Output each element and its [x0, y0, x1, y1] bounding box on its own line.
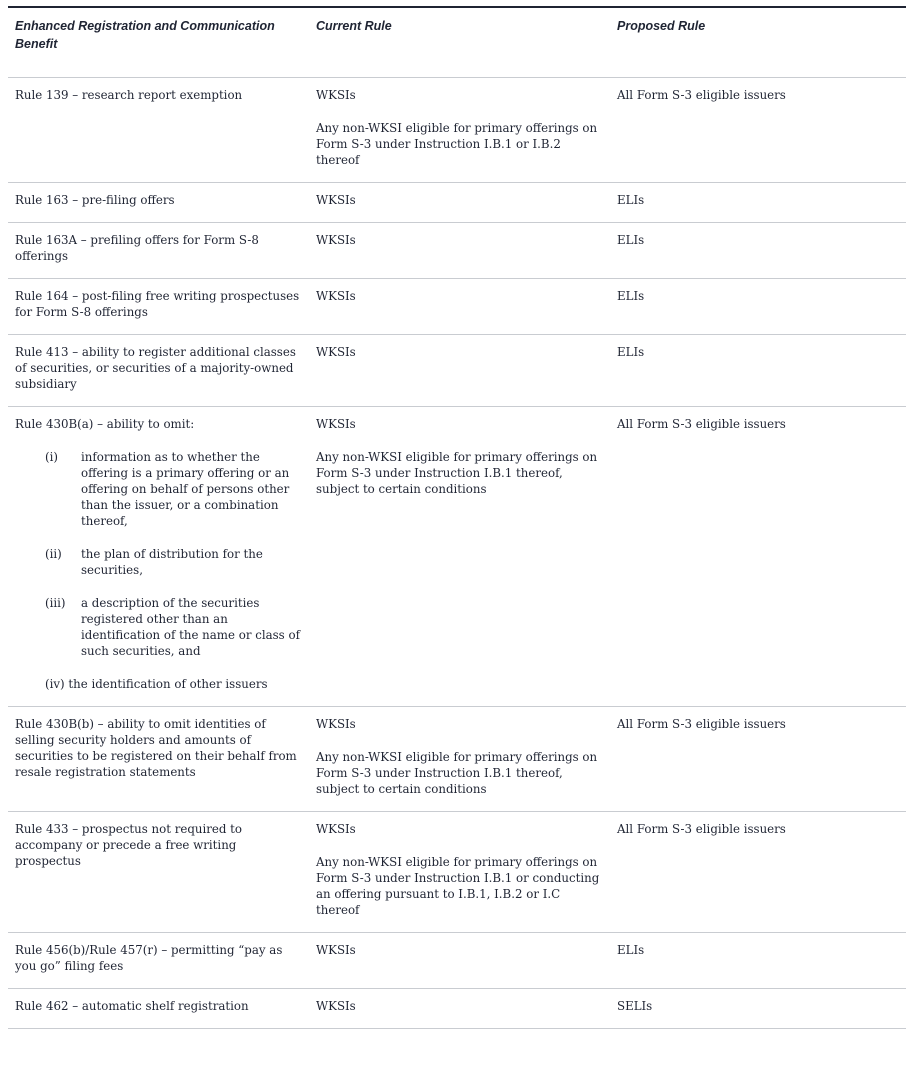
- proposed-rule-cell: [610, 407, 906, 707]
- proposed-rule-cell: [610, 989, 906, 1029]
- proposed-rule-cell: [610, 78, 906, 183]
- proposed-rule-text: ELIs: [617, 943, 645, 957]
- benefit-cell: [8, 812, 309, 933]
- table-row: [8, 183, 906, 223]
- sub-item-number: (iii): [45, 596, 66, 610]
- current-rule-text: WKSIs: [316, 289, 356, 303]
- proposed-rule-text: All Form S-3 eligible issuers: [617, 417, 786, 431]
- proposed-rule-text: ELIs: [617, 345, 645, 359]
- benefit-text: Rule 433 – prospectus not required to accompany or precede a free writing prospectus: [15, 822, 243, 868]
- current-rule-cell: [309, 989, 610, 1029]
- current-rule-cell: [309, 78, 610, 183]
- current-rule-text: WKSIs: [316, 233, 356, 247]
- sub-list-item: [45, 546, 301, 578]
- sub-list-item: [45, 449, 301, 529]
- table-row: [8, 812, 906, 933]
- table-header: [8, 7, 906, 78]
- benefit-cell: [8, 279, 309, 335]
- benefit-text: Rule 163A – prefiling offers for Form S-8 offerings: [15, 233, 259, 263]
- sub-list-item: [45, 595, 301, 659]
- current-rule-cell: [309, 812, 610, 933]
- current-rule-text: WKSIs: [316, 999, 356, 1013]
- current-rule-cell: [309, 335, 610, 407]
- benefit-cell: [8, 223, 309, 279]
- table-body: [8, 78, 906, 1029]
- benefit-text: Rule 164 – post-filing free writing prospectuses for Form S-8 offerings: [15, 289, 300, 319]
- current-rule-text: WKSIs: [316, 717, 356, 731]
- sub-list-item: [45, 676, 301, 692]
- proposed-rule-cell: [610, 183, 906, 223]
- benefit-cell: [8, 707, 309, 812]
- header-benefit: Enhanced Registration and Communication Benefit: [15, 19, 275, 51]
- table-row: [8, 335, 906, 407]
- table-row: [8, 223, 906, 279]
- proposed-rule-cell: [610, 279, 906, 335]
- header-current-rule: Current Rule: [316, 19, 392, 33]
- current-rule-text: Any non-WKSI eligible for primary offerings on Form S-3 under Instruction I.B.1 or I.B.2 thereof: [316, 121, 598, 167]
- proposed-rule-text: All Form S-3 eligible issuers: [617, 88, 786, 102]
- current-rule-text: WKSIs: [316, 822, 356, 836]
- proposed-rule-cell: [610, 707, 906, 812]
- benefit-cell: [8, 78, 309, 183]
- benefit-cell: [8, 183, 309, 223]
- sub-item-text: the plan of distribution for the securities,: [81, 547, 263, 577]
- proposed-rule-cell: [610, 933, 906, 989]
- current-rule-text: WKSIs: [316, 345, 356, 359]
- rules-comparison-table: [8, 6, 906, 1029]
- sub-item-text: information as to whether the offering is a primary offering or an offering on behalf of persons other than the issuer, or a combination thereof,: [81, 450, 290, 528]
- table-row: [8, 407, 906, 707]
- current-rule-text: Any non-WKSI eligible for primary offerings on Form S-3 under Instruction I.B.1 thereof, subject to certain conditions: [316, 750, 598, 796]
- benefit-cell: [8, 407, 309, 707]
- current-rule-text: WKSIs: [316, 943, 356, 957]
- benefit-cell: [8, 335, 309, 407]
- current-rule-cell: [309, 279, 610, 335]
- proposed-rule-cell: [610, 812, 906, 933]
- proposed-rule-text: ELIs: [617, 193, 645, 207]
- sub-item-number: (ii): [45, 547, 62, 561]
- sub-item-number: (i): [45, 450, 58, 464]
- benefit-sub-list: [15, 449, 301, 692]
- sub-item-text: (iv) the identification of other issuers: [45, 677, 268, 691]
- benefit-cell: [8, 989, 309, 1029]
- table-row: [8, 78, 906, 183]
- current-rule-cell: [309, 183, 610, 223]
- proposed-rule-text: All Form S-3 eligible issuers: [617, 717, 786, 731]
- table-row: [8, 933, 906, 989]
- proposed-rule-text: ELIs: [617, 233, 645, 247]
- benefit-text: Rule 462 – automatic shelf registration: [15, 999, 249, 1013]
- benefit-text: Rule 430B(a) – ability to omit:: [15, 417, 195, 431]
- proposed-rule-cell: [610, 335, 906, 407]
- benefit-text: Rule 413 – ability to register additional classes of securities, or securities of a majority-owned subsidiary: [15, 345, 296, 391]
- benefit-text: Rule 456(b)/Rule 457(r) – permitting “pay as you go” filing fees: [15, 943, 283, 973]
- table-row: [8, 989, 906, 1029]
- table-row: [8, 279, 906, 335]
- proposed-rule-cell: [610, 223, 906, 279]
- proposed-rule-text: All Form S-3 eligible issuers: [617, 822, 786, 836]
- table-row: [8, 707, 906, 812]
- proposed-rule-text: ELIs: [617, 289, 645, 303]
- benefit-text: Rule 163 – pre-filing offers: [15, 193, 175, 207]
- current-rule-cell: [309, 933, 610, 989]
- header-row: [8, 7, 906, 78]
- sub-item-text: a description of the securities registered other than an identification of the name or class of such securities, and: [81, 596, 300, 658]
- current-rule-cell: [309, 707, 610, 812]
- current-rule-text: Any non-WKSI eligible for primary offerings on Form S-3 under Instruction I.B.1 thereof, subject to certain conditions: [316, 450, 598, 496]
- proposed-rule-text: SELIs: [617, 999, 653, 1013]
- current-rule-cell: [309, 223, 610, 279]
- benefit-cell: [8, 933, 309, 989]
- current-rule-text: WKSIs: [316, 193, 356, 207]
- benefit-text: Rule 430B(b) – ability to omit identities of selling security holders and amounts of securities to be registered on their behalf from resale registration statements: [15, 717, 297, 779]
- benefit-text: Rule 139 – research report exemption: [15, 88, 243, 102]
- current-rule-cell: [309, 407, 610, 707]
- header-proposed-rule: Proposed Rule: [617, 19, 706, 33]
- document-page: [8, 6, 906, 1029]
- current-rule-text: Any non-WKSI eligible for primary offerings on Form S-3 under Instruction I.B.1 or conducting an offering pursuant to I.B.1, I.B.2 or I.C thereof: [316, 855, 600, 917]
- current-rule-text: WKSIs: [316, 417, 356, 431]
- current-rule-text: WKSIs: [316, 88, 356, 102]
